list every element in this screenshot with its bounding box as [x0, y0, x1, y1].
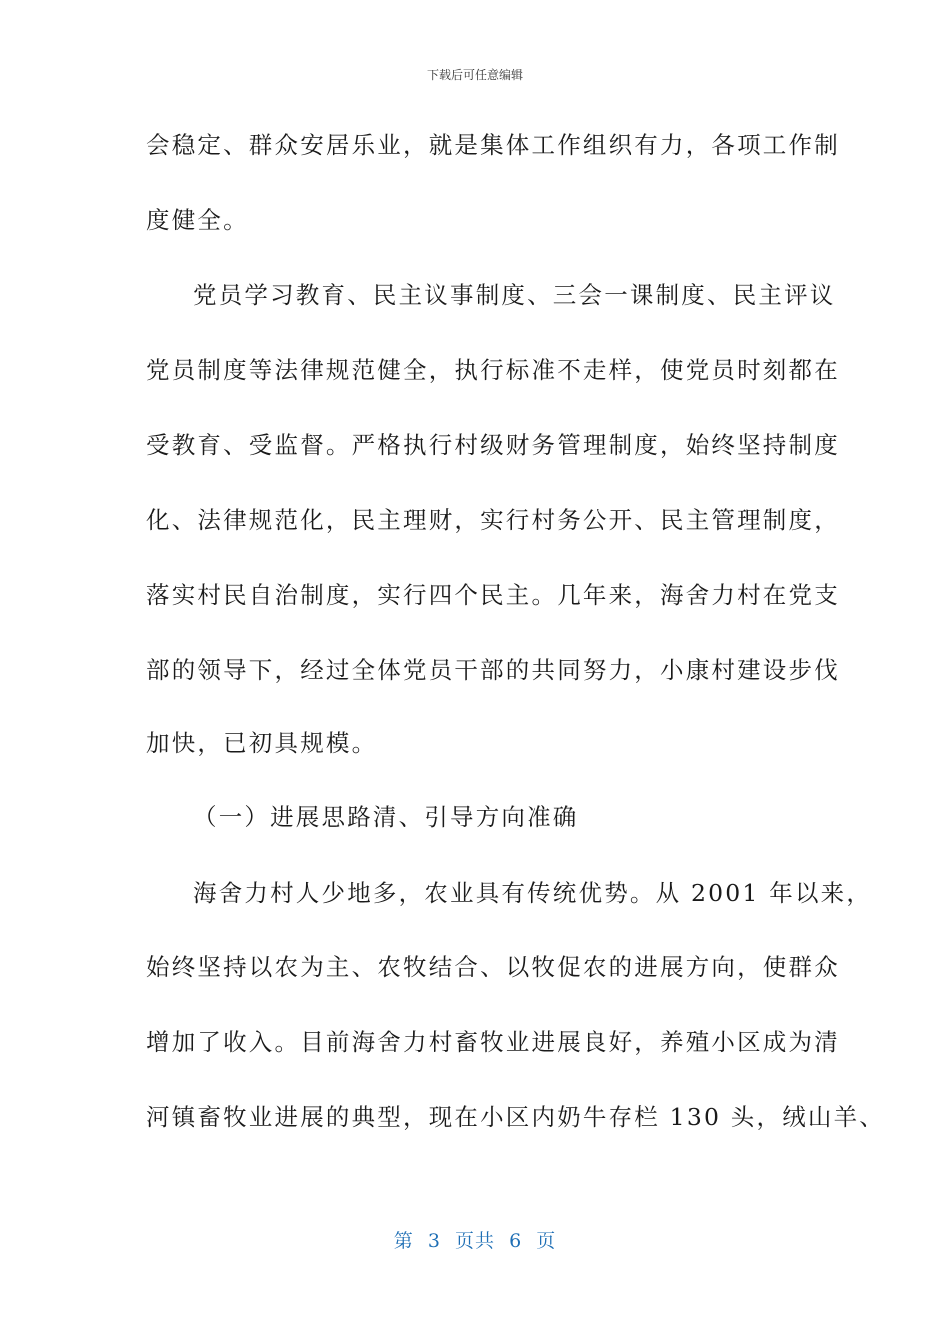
paragraph-line: 会稳定、群众安居乐业，就是集体工作组织有力，各项工作制 — [146, 131, 840, 159]
paragraph-line: 党员制度等法律规范健全，执行标准不走样，使党员时刻都在 — [146, 356, 840, 384]
paragraph-line: 化、法律规范化，民主理财，实行村务公开、民主管理制度， — [146, 506, 840, 534]
paragraph-line: 海舍力村人少地多，农业具有传统优势。从 2001 年以来， — [193, 879, 873, 907]
page-number-footer: 第 3 页共 6 页 — [393, 1230, 557, 1252]
paragraph-line: 始终坚持以农为主、农牧结合、以牧促农的进展方向，使群众 — [146, 953, 840, 981]
paragraph-line: 河镇畜牧业进展的典型，现在小区内奶牛存栏 130 头，绒山羊、 — [146, 1103, 885, 1131]
paragraph-line: 落实村民自治制度，实行四个民主。几年来，海舍力村在党支 — [146, 581, 840, 609]
paragraph-line: 部的领导下，经过全体党员干部的共同努力，小康村建设步伐 — [146, 656, 840, 684]
page-header: 下载后可任意编辑 — [426, 68, 523, 82]
paragraph-line: 增加了收入。目前海舍力村畜牧业进展良好，养殖小区成为清 — [146, 1028, 840, 1056]
paragraph-line: 党员学习教育、民主议事制度、三会一课制度、民主评议 — [193, 281, 836, 309]
paragraph-line: 加快，已初具规模。 — [146, 729, 378, 757]
section-heading: （一）进展思路清、引导方向准确 — [193, 803, 579, 831]
paragraph-line: 度健全。 — [146, 206, 249, 234]
paragraph-line: 受教育、受监督。严格执行村级财务管理制度，始终坚持制度 — [146, 431, 840, 459]
